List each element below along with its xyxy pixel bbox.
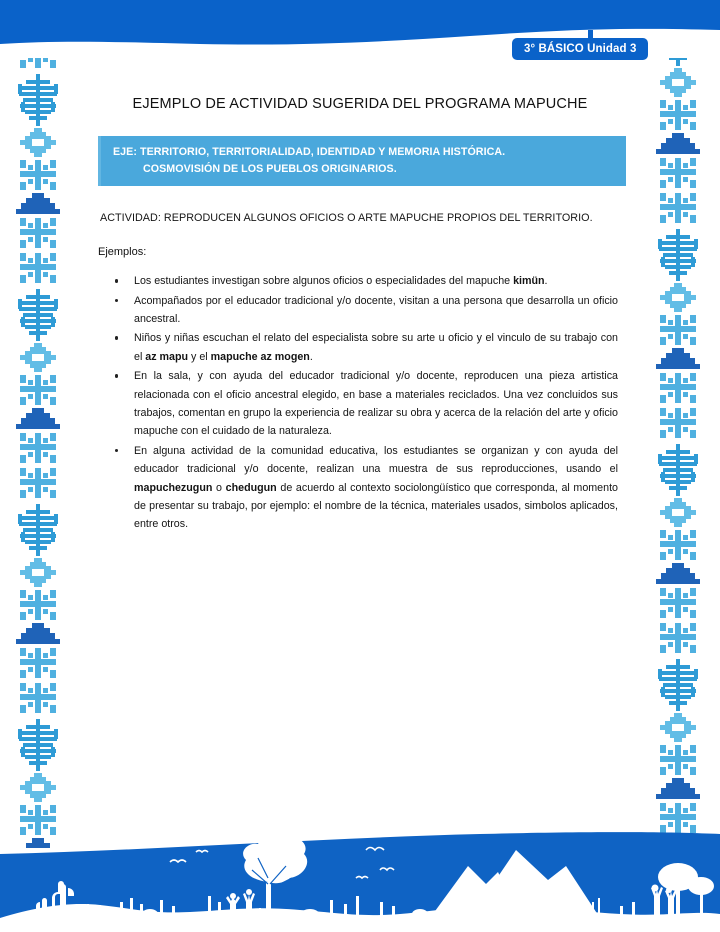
text-run: Acompañados por el educador tradicional y/o docente, visitan a una persona que desarrolla un oficio ancestral. (134, 294, 618, 325)
text-run: Niños y niñas escuchan el relato del especialista sobre su arte u oficio y el vinculo de su trabajo con el (134, 332, 618, 363)
list-item (134, 329, 618, 366)
emphasis-term: mapuchezugun (134, 481, 213, 494)
text-run: o (212, 481, 226, 494)
list-item (134, 367, 618, 441)
text-run: En alguna actividad de la comunidad educativa, los estudiantes se organizan y con ayuda del educador tradicional y/o docente, realizan una muestra de sus reproducciones, usando el (134, 444, 618, 476)
activity-statement: ACTIVIDAD: REPRODUCEN ALGUNOS OFICIOS O ARTE MAPUCHE PROPIOS DEL TERRITORIO. (100, 212, 593, 225)
footer-landscape (0, 822, 720, 932)
text-run: En la sala, y con ayuda del educador tradicional y/o docente, reproducen una pieza artistica relacionada con el oficio ancestral elegido, en base a materiales reciclados. Una vez concluidos sus trabajos, comentan en grupo la experiencia de realizar su obra y acerca de la relación del arte y oficio mapuche con el cuidado de la naturaleza. (134, 370, 618, 438)
eje-line-2: COSMOVISIÓN DE LOS PUEBLOS ORIGINARIOS. (143, 162, 397, 175)
page-title: EJEMPLO DE ACTIVIDAD SUGERIDA DEL PROGRAMA MAPUCHE (132, 96, 588, 112)
emphasis-term: kimün (513, 275, 545, 288)
text-run: y el (188, 350, 211, 363)
list-item (134, 442, 618, 534)
list-item (134, 272, 618, 290)
examples-heading: Ejemplos: (98, 246, 147, 259)
header-band (0, 0, 720, 72)
eje-banner (98, 136, 626, 186)
emphasis-term: mapuche az mogen (210, 350, 310, 363)
emphasis-term: chedugun (225, 481, 277, 494)
text-run: . (544, 275, 548, 288)
text-run: Los estudiantes investigan sobre algunos oficios o especialidades del mapuche (134, 275, 514, 288)
eje-label: EJE: (113, 146, 137, 158)
unit-badge: 3° BÁSICO Unidad 3 (512, 38, 648, 60)
emphasis-term: az mapu (145, 350, 189, 363)
list-item (134, 292, 618, 329)
right-border-ornament (652, 58, 704, 848)
examples-list (84, 272, 636, 534)
document-content (84, 96, 636, 535)
text-run: de acuerdo al contexto sociolongüístico que corresponda, al momento de presentar su trabajo, por ejemplo: el nombre de la técnica, materiales usados, simbolos aplicados, entre otros. (134, 481, 618, 531)
left-border-ornament (12, 58, 64, 848)
eje-line-1: TERRITORIO, TERRITORIALIDAD, IDENTIDAD Y MEMORIA HISTÓRICA. (140, 146, 506, 158)
text-run: . (309, 350, 313, 363)
